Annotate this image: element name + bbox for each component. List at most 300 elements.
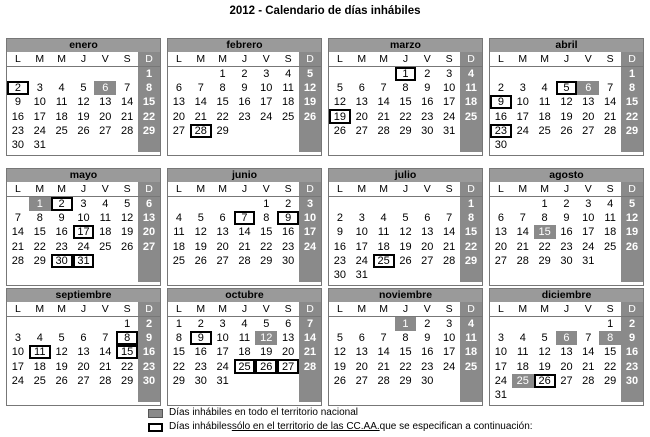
day-cell: 15 — [399, 346, 412, 359]
empty-cell — [534, 317, 556, 331]
day-cell: 9 — [190, 331, 212, 345]
day-cell: 21 — [377, 110, 390, 123]
day-cell: 24 — [260, 110, 273, 123]
empty-cell — [621, 254, 643, 268]
day-cell: 23 — [138, 359, 160, 373]
day-cell: 20 — [282, 346, 295, 359]
empty-cell — [490, 67, 512, 81]
day-cell: 11 — [517, 346, 529, 359]
empty-cell — [277, 388, 299, 402]
day-cell: 1 — [621, 67, 643, 81]
weekday-label: M — [351, 182, 373, 197]
day-cell: 26 — [299, 109, 321, 123]
day-cell: 27 — [494, 254, 508, 267]
day-cell: 9 — [424, 81, 431, 94]
empty-cell — [116, 67, 138, 81]
day-cell: 21 — [604, 110, 617, 123]
day-cell: 19 — [194, 240, 207, 253]
day-cell: 19 — [329, 109, 351, 123]
day-cell: 22 — [260, 240, 273, 253]
weekday-label: J — [395, 182, 417, 197]
empty-cell — [416, 197, 438, 211]
day-cell: 2 — [138, 317, 160, 331]
month-enero — [6, 38, 161, 156]
day-cell: 26 — [194, 254, 207, 267]
empty-cell — [168, 138, 190, 152]
empty-cell — [556, 268, 578, 282]
day-cell: 4 — [460, 317, 482, 331]
day-cell: 4 — [607, 197, 614, 210]
day-cell: 18 — [238, 346, 251, 359]
day-cell: 14 — [299, 331, 321, 345]
month-noviembre — [328, 288, 483, 406]
day-cell: 23 — [282, 240, 295, 253]
day-cell: 23 — [421, 360, 434, 373]
day-cell: 11 — [55, 96, 68, 109]
day-cell: 16 — [11, 110, 25, 123]
day-cell: 18 — [538, 110, 551, 123]
day-cell: 9 — [563, 211, 570, 224]
weekday-label: J — [73, 52, 95, 67]
weekday-label: J — [395, 52, 417, 67]
weekday-label: M — [512, 52, 534, 67]
empty-cell — [168, 388, 190, 402]
weekday-label: D — [138, 182, 160, 197]
empty-cell — [416, 268, 438, 282]
day-cell: 10 — [443, 331, 456, 344]
empty-cell — [234, 138, 256, 152]
day-cell: 3 — [14, 331, 21, 344]
day-cell: 12 — [255, 331, 277, 345]
day-cell: 29 — [33, 254, 46, 267]
day-cell: 11 — [238, 331, 251, 344]
day-cell: 4 — [58, 81, 65, 94]
day-cell: 27 — [355, 374, 368, 387]
day-cell: 26 — [534, 374, 556, 388]
month-title: abril — [490, 39, 643, 52]
day-cell: 22 — [621, 109, 643, 123]
day-cell: 10 — [77, 211, 90, 224]
month-title: diciembre — [490, 289, 643, 302]
day-cell: 13 — [282, 331, 295, 344]
day-cell: 23 — [490, 124, 512, 138]
day-cell: 26 — [55, 374, 68, 387]
day-cell: 13 — [138, 211, 160, 225]
day-cell: 5 — [263, 317, 270, 330]
weekday-label: J — [556, 52, 578, 67]
empty-cell — [351, 197, 373, 211]
weekday-label: D — [460, 182, 482, 197]
day-cell: 6 — [285, 317, 292, 330]
day-cell: 27 — [277, 359, 299, 373]
month-title: julio — [329, 169, 482, 182]
empty-cell — [255, 124, 277, 138]
day-cell: 1 — [29, 197, 51, 211]
weekday-label: L — [168, 182, 190, 197]
day-cell: 16 — [621, 345, 643, 359]
day-cell: 17 — [11, 360, 25, 373]
day-cell: 25 — [373, 254, 395, 268]
day-cell: 28 — [99, 374, 112, 387]
day-cell: 21 — [238, 240, 251, 253]
national-swatch-icon — [148, 409, 163, 418]
day-cell: 13 — [77, 346, 90, 359]
month-octubre — [167, 288, 322, 406]
empty-cell — [255, 268, 277, 282]
day-cell: 29 — [604, 374, 617, 387]
day-cell: 20 — [99, 110, 112, 123]
empty-cell — [512, 268, 534, 282]
weekday-label: V — [416, 302, 438, 317]
day-cell: 20 — [421, 240, 434, 253]
weekday-label: S — [438, 52, 460, 67]
day-cell: 24 — [355, 254, 368, 267]
empty-cell — [621, 268, 643, 282]
day-cell: 15 — [33, 226, 46, 239]
empty-cell — [190, 67, 212, 81]
day-cell: 2 — [424, 67, 431, 80]
day-cell: 3 — [446, 317, 453, 330]
empty-cell — [51, 317, 73, 331]
day-cell: 4 — [541, 81, 548, 94]
day-cell: 13 — [99, 96, 112, 109]
day-cell: 12 — [299, 81, 321, 95]
empty-cell — [373, 67, 395, 81]
day-cell: 23 — [55, 240, 68, 253]
empty-cell — [299, 254, 321, 268]
weekday-label: D — [299, 302, 321, 317]
day-cell: 30 — [138, 374, 160, 388]
day-cell: 21 — [194, 110, 207, 123]
day-cell: 13 — [494, 226, 508, 239]
day-cell: 12 — [55, 346, 68, 359]
day-cell: 17 — [516, 110, 529, 123]
day-cell: 27 — [421, 254, 434, 267]
day-cell: 28 — [11, 254, 25, 267]
month-title: mayo — [7, 169, 160, 182]
weekday-label: L — [168, 52, 190, 67]
day-cell: 9 — [277, 211, 299, 225]
weekday-label: M — [29, 182, 51, 197]
day-cell: 10 — [11, 346, 25, 359]
weekday-label: L — [490, 52, 512, 67]
empty-cell — [512, 388, 534, 402]
empty-cell — [51, 268, 73, 282]
day-cell: 12 — [333, 96, 347, 109]
day-cell: 31 — [494, 389, 508, 402]
day-cell: 22 — [399, 110, 412, 123]
day-cell: 3 — [585, 197, 592, 210]
day-cell: 24 — [516, 124, 529, 137]
day-cell: 26 — [333, 374, 347, 387]
empty-cell — [94, 317, 116, 331]
day-cell: 28 — [121, 124, 134, 137]
day-cell: 19 — [260, 346, 273, 359]
day-cell: 29 — [121, 374, 134, 387]
day-cell: 11 — [460, 331, 482, 345]
month-julio — [328, 168, 483, 286]
day-cell: 14 — [377, 346, 390, 359]
weekday-label: D — [299, 52, 321, 67]
day-cell: 23 — [11, 124, 25, 137]
day-cell: 21 — [121, 110, 134, 123]
empty-cell — [138, 388, 160, 402]
day-cell: 14 — [604, 96, 617, 109]
day-cell: 28 — [604, 124, 617, 137]
day-cell: 20 — [582, 110, 595, 123]
day-cell: 18 — [55, 110, 68, 123]
day-cell: 27 — [216, 254, 229, 267]
month-abril — [489, 38, 644, 156]
day-cell: 15 — [399, 96, 412, 109]
empty-cell — [212, 138, 234, 152]
day-cell: 26 — [399, 254, 412, 267]
day-cell: 10 — [260, 81, 273, 94]
day-cell: 12 — [77, 96, 90, 109]
day-cell: 7 — [197, 81, 204, 94]
weekday-label: V — [416, 182, 438, 197]
day-cell: 18 — [460, 345, 482, 359]
day-cell: 7 — [124, 81, 131, 94]
day-cell: 10 — [443, 81, 456, 94]
empty-cell — [94, 268, 116, 282]
day-cell: 26 — [77, 124, 90, 137]
weekday-label: J — [73, 302, 95, 317]
empty-cell — [190, 138, 212, 152]
weekday-label: V — [255, 302, 277, 317]
empty-cell — [299, 138, 321, 152]
day-cell: 22 — [460, 239, 482, 253]
empty-cell — [116, 254, 138, 268]
day-cell: 22 — [33, 240, 46, 253]
month-febrero — [167, 38, 322, 156]
day-cell: 4 — [175, 211, 182, 224]
empty-cell — [7, 317, 29, 331]
day-cell: 25 — [538, 124, 551, 137]
day-cell: 12 — [560, 96, 573, 109]
weekday-label: M — [534, 182, 556, 197]
empty-cell — [556, 388, 578, 402]
empty-cell — [416, 138, 438, 152]
legend-national-text: Días inhábiles en todo el territorio nacional — [169, 407, 358, 418]
weekday-label: S — [599, 52, 621, 67]
weekday-label: S — [116, 52, 138, 67]
day-cell: 20 — [172, 110, 186, 123]
day-cell: 19 — [333, 360, 347, 373]
day-cell: 5 — [80, 81, 87, 94]
day-cell: 13 — [216, 226, 229, 239]
day-cell: 15 — [621, 95, 643, 109]
empty-cell — [512, 197, 534, 211]
day-cell: 23 — [194, 360, 207, 373]
day-cell: 12 — [621, 211, 643, 225]
empty-cell — [29, 268, 51, 282]
weekday-label: M — [51, 52, 73, 67]
day-cell: 30 — [621, 374, 643, 388]
day-cell: 24 — [11, 374, 25, 387]
empty-cell — [329, 388, 351, 402]
empty-cell — [438, 268, 460, 282]
day-cell: 28 — [238, 254, 251, 267]
weekday-label: M — [351, 302, 373, 317]
weekday-label: V — [94, 182, 116, 197]
day-cell: 2 — [51, 197, 73, 211]
weekday-label: L — [7, 52, 29, 67]
day-cell: 22 — [604, 360, 617, 373]
day-cell: 6 — [556, 331, 578, 345]
empty-cell — [51, 388, 73, 402]
day-cell: 4 — [519, 331, 526, 344]
empty-cell — [351, 388, 373, 402]
day-cell: 1 — [124, 317, 131, 330]
day-cell: 16 — [194, 346, 207, 359]
month-title: octubre — [168, 289, 321, 302]
day-cell: 25 — [460, 109, 482, 123]
day-cell: 22 — [538, 240, 551, 253]
empty-cell — [460, 374, 482, 388]
day-cell: 1 — [219, 67, 226, 80]
day-cell: 26 — [121, 240, 134, 253]
weekday-label: L — [329, 182, 351, 197]
day-cell: 14 — [582, 346, 595, 359]
day-cell: 3 — [263, 67, 270, 80]
day-cell: 24 — [443, 110, 456, 123]
day-cell: 11 — [538, 96, 551, 109]
day-cell: 29 — [399, 124, 412, 137]
day-cell: 5 — [299, 67, 321, 81]
weekday-label: D — [621, 302, 643, 317]
empty-cell — [416, 388, 438, 402]
empty-cell — [168, 67, 190, 81]
day-cell: 10 — [516, 96, 529, 109]
day-cell: 16 — [494, 110, 508, 123]
empty-cell — [395, 388, 417, 402]
weekday-label: D — [621, 52, 643, 67]
empty-cell — [577, 67, 599, 81]
empty-cell — [599, 67, 621, 81]
day-cell: 24 — [33, 124, 46, 137]
day-cell: 11 — [173, 226, 185, 239]
day-cell: 11 — [282, 81, 294, 94]
day-cell: 5 — [336, 81, 343, 94]
empty-cell — [490, 317, 512, 331]
weekday-label: V — [255, 52, 277, 67]
day-cell: 10 — [582, 211, 595, 224]
empty-cell — [577, 268, 599, 282]
empty-cell — [73, 388, 95, 402]
day-cell: 11 — [460, 81, 482, 95]
weekday-label: L — [329, 302, 351, 317]
day-cell: 3 — [446, 67, 453, 80]
day-cell: 29 — [260, 254, 273, 267]
day-cell: 17 — [355, 240, 368, 253]
weekday-label: M — [212, 182, 234, 197]
day-cell: 21 — [516, 240, 529, 253]
day-cell: 31 — [443, 124, 456, 137]
day-cell: 6 — [497, 211, 504, 224]
day-cell: 24 — [582, 240, 595, 253]
weekday-label: M — [29, 52, 51, 67]
day-cell: 25 — [234, 359, 256, 373]
day-cell: 31 — [216, 374, 229, 387]
weekday-label: M — [534, 302, 556, 317]
day-cell: 30 — [282, 254, 295, 267]
empty-cell — [168, 197, 190, 211]
day-cell: 4 — [241, 317, 248, 330]
day-cell: 6 — [358, 331, 365, 344]
weekday-label: L — [490, 302, 512, 317]
weekday-label: M — [373, 182, 395, 197]
day-cell: 24 — [216, 360, 229, 373]
day-cell: 28 — [190, 124, 212, 138]
day-cell: 18 — [99, 226, 112, 239]
empty-cell — [73, 67, 95, 81]
weekday-label: J — [234, 182, 256, 197]
day-cell: 20 — [77, 360, 90, 373]
day-cell: 18 — [282, 96, 295, 109]
empty-cell — [299, 388, 321, 402]
day-cell: 20 — [560, 360, 573, 373]
legend-regional-under: sólo en el territorio de las CC.AA. — [231, 421, 380, 432]
empty-cell — [534, 67, 556, 81]
day-cell: 10 — [494, 346, 508, 359]
weekday-label: J — [395, 302, 417, 317]
day-cell: 21 — [299, 345, 321, 359]
day-cell: 10 — [33, 96, 46, 109]
day-cell: 1 — [263, 197, 270, 210]
day-cell: 26 — [333, 124, 347, 137]
day-cell: 2 — [563, 197, 570, 210]
empty-cell — [29, 317, 51, 331]
month-title: enero — [7, 39, 160, 52]
day-cell: 29 — [460, 254, 482, 268]
day-cell: 24 — [443, 360, 456, 373]
day-cell: 1 — [395, 67, 417, 81]
empty-cell — [255, 138, 277, 152]
day-cell: 28 — [443, 254, 456, 267]
empty-cell — [277, 124, 299, 138]
day-cell: 25 — [33, 374, 46, 387]
day-cell: 26 — [560, 124, 573, 137]
empty-cell — [299, 374, 321, 388]
day-cell: 7 — [14, 211, 21, 224]
empty-cell — [329, 197, 351, 211]
empty-cell — [73, 317, 95, 331]
day-cell: 17 — [582, 226, 595, 239]
day-cell: 10 — [216, 331, 229, 344]
day-cell: 2 — [285, 197, 292, 210]
day-cell: 12 — [194, 226, 207, 239]
weekday-label: V — [255, 182, 277, 197]
day-cell: 23 — [621, 359, 643, 373]
weekday-label: L — [490, 182, 512, 197]
day-cell: 25 — [512, 374, 534, 388]
day-cell: 1 — [460, 197, 482, 211]
empty-cell — [460, 138, 482, 152]
day-cell: 15 — [138, 95, 160, 109]
day-cell: 22 — [399, 360, 412, 373]
empty-cell — [73, 268, 95, 282]
weekday-label: V — [577, 52, 599, 67]
empty-cell — [94, 254, 116, 268]
day-cell: 22 — [121, 360, 134, 373]
day-cell: 20 — [355, 110, 368, 123]
day-cell: 1 — [395, 317, 417, 331]
day-cell: 3 — [519, 81, 526, 94]
day-cell: 15 — [604, 346, 617, 359]
empty-cell — [599, 268, 621, 282]
day-cell: 6 — [80, 331, 87, 344]
